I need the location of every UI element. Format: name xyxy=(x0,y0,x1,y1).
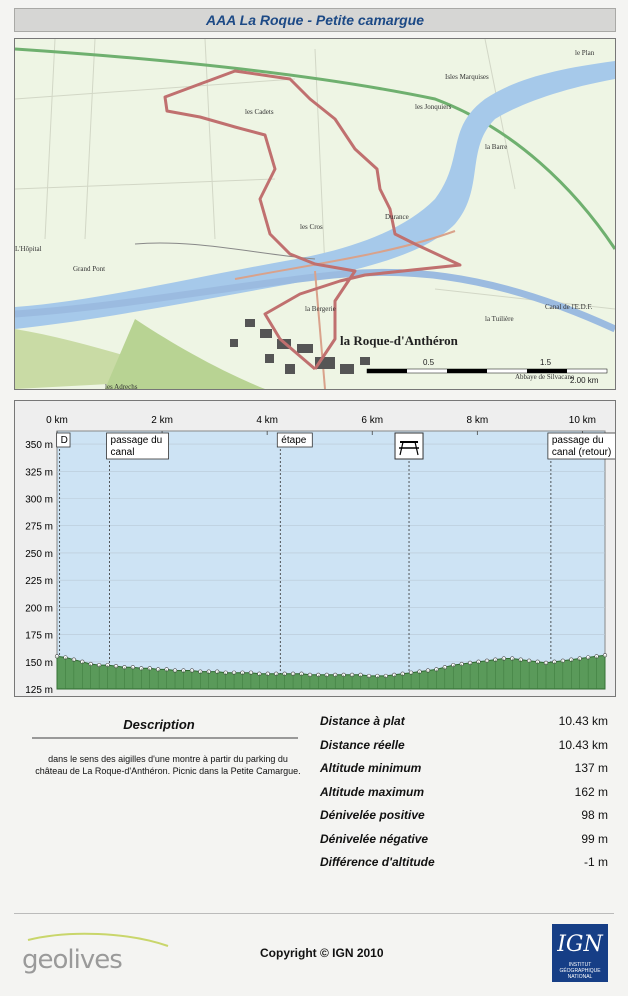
topographic-map[interactable] xyxy=(14,38,616,390)
stat-row xyxy=(318,736,610,760)
description-title: Description xyxy=(123,717,195,732)
map-place-label: la Tuilière xyxy=(485,315,514,323)
profile-y-tick: 350 m xyxy=(25,440,53,452)
stat-value: 98 m xyxy=(581,808,608,822)
svg-text:geolives: geolives xyxy=(22,945,122,975)
stat-row xyxy=(318,830,610,854)
map-place-label: la Bergerie xyxy=(305,305,336,313)
map-place-label: Grand Pont xyxy=(73,265,106,273)
profile-x-tick: 6 km xyxy=(361,415,384,426)
profile-x-tick: 8 km xyxy=(466,415,489,426)
map-place-label: Durance xyxy=(385,213,409,221)
geolives-logo-svg xyxy=(18,928,178,978)
profile-marker-label: canal xyxy=(110,447,135,458)
profile-marker-label: étape xyxy=(281,435,307,446)
profile-x-tick: 10 km xyxy=(568,415,597,426)
profile-marker-label: passage du xyxy=(110,435,163,446)
map-town-label: la Roque-d'Anthéron xyxy=(340,333,458,348)
elevation-profile xyxy=(14,400,616,697)
description-divider xyxy=(32,737,298,739)
stat-label: Altitude minimum xyxy=(320,761,422,775)
stat-value: 10.43 km xyxy=(558,737,608,752)
profile-y-tick: 275 m xyxy=(25,521,53,533)
stat-label: Altitude maximum xyxy=(320,784,425,799)
svg-text:2.00 km: 2.00 km xyxy=(570,376,599,385)
map-place-label: Canal de l'E.D.F. xyxy=(545,303,593,311)
footer-divider xyxy=(14,913,614,914)
svg-text:0.5: 0.5 xyxy=(423,358,435,367)
stat-row xyxy=(318,712,610,736)
stat-value: 162 m xyxy=(574,784,608,799)
profile-x-tick: 0 km xyxy=(46,415,68,426)
profile-y-tick: 175 m xyxy=(25,630,53,642)
stat-row xyxy=(318,806,610,830)
profile-y-tick: 250 m xyxy=(25,548,53,560)
profile-x-tick: 4 km xyxy=(256,415,278,426)
profile-x-tick: 2 km xyxy=(151,415,173,426)
stat-label: Distance à plat xyxy=(320,714,405,728)
map-place-label: Isles Marquises xyxy=(445,73,489,81)
stat-value: 137 m xyxy=(574,761,608,775)
profile-marker-label: canal (retour) xyxy=(551,447,612,458)
ign-logo-text: IGN xyxy=(557,932,603,957)
profile-y-tick: 125 m xyxy=(25,685,53,696)
geolives-logo[interactable] xyxy=(18,928,178,978)
description-text: dans le sens des aigilles d'une montre à partir du parking du château de La Roque-d'Anthéron. Picnic dans la Petite Camargue. xyxy=(35,754,301,776)
profile-plot-area xyxy=(57,431,605,689)
stat-label: Dénivelée positive xyxy=(320,808,425,822)
elevation-profile-svg xyxy=(15,401,615,696)
picnic-table-icon xyxy=(395,433,423,459)
profile-y-tick: 225 m xyxy=(25,576,53,588)
stat-row xyxy=(318,853,610,877)
stat-value: -1 m xyxy=(584,855,608,869)
description-panel xyxy=(14,705,304,895)
stat-row xyxy=(318,783,610,807)
map-svg xyxy=(15,39,615,389)
profile-y-tick: 200 m xyxy=(25,603,53,615)
page-title: AAA La Roque - Petite camargue xyxy=(205,12,425,28)
title-bar xyxy=(14,8,616,32)
ign-logo[interactable] xyxy=(552,924,608,982)
stat-label: Distance réelle xyxy=(320,737,405,752)
profile-marker-label: passage du xyxy=(551,435,604,446)
ign-logo-subtext: INSTITUT GÉOGRAPHIQUE NATIONAL xyxy=(559,962,601,980)
map-place-label: les Cadets xyxy=(245,108,274,116)
map-place-label: Abbaye de Silvacane xyxy=(515,373,575,381)
map-place-label: la Barre xyxy=(485,143,508,151)
stat-value: 10.43 km xyxy=(558,714,608,728)
map-place-label: les Cros xyxy=(300,223,323,231)
profile-y-tick: 325 m xyxy=(25,467,53,479)
map-place-label: les Adrechs xyxy=(105,383,138,389)
stat-label: Différence d'altitude xyxy=(320,855,435,869)
profile-y-tick: 150 m xyxy=(25,657,53,669)
map-place-label: les Jonquiers xyxy=(415,103,452,111)
copyright-text: Copyright © IGN 2010 xyxy=(260,946,384,960)
profile-marker-label: D xyxy=(60,435,68,446)
stat-row xyxy=(318,759,610,783)
stat-label: Dénivelée négative xyxy=(320,831,429,846)
map-place-label: L'Hôpital xyxy=(15,245,42,253)
svg-text:1.5: 1.5 xyxy=(540,358,552,367)
map-place-label: le Plan xyxy=(575,49,595,57)
stat-value: 99 m xyxy=(581,831,608,846)
profile-y-tick: 300 m xyxy=(25,494,53,506)
stats-table xyxy=(318,712,610,877)
